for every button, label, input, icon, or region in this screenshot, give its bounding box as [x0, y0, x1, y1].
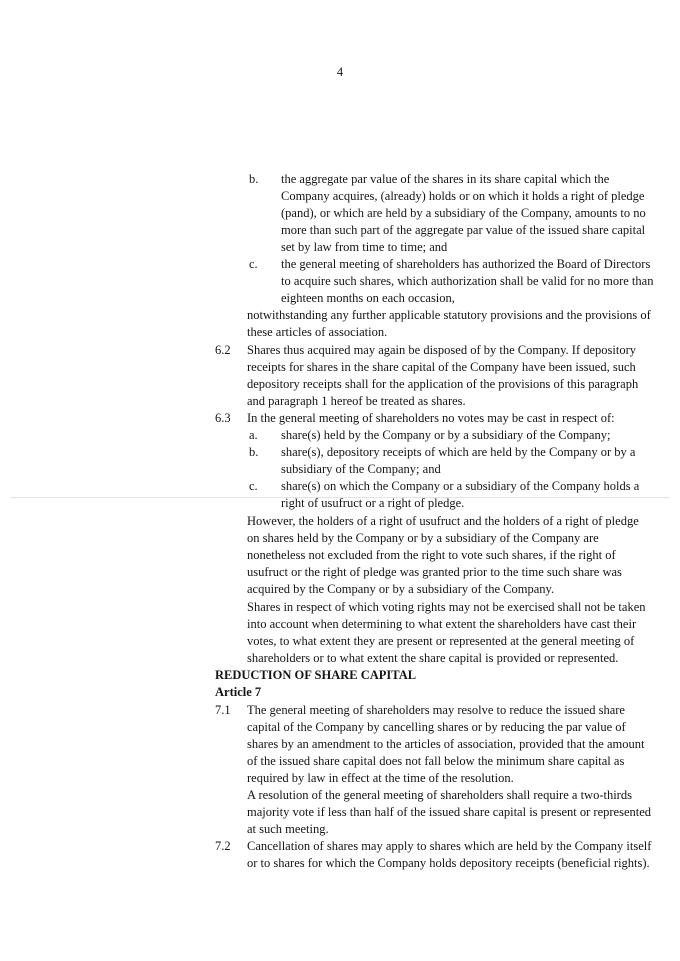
paragraph-text: However, the holders of a right of usufruct and the holders of a right of pledge — [247, 514, 639, 528]
list-item-text: share(s) on which the Company or a subsidiary of the Company holds a — [281, 479, 640, 493]
paragraph-text: receipts for shares in the share capital of the Company have been issued, such — [247, 360, 636, 374]
paragraph-text: required by law in effect at the time of the resolution. — [247, 771, 514, 785]
list-marker: c. — [249, 479, 258, 493]
paragraph-text: A resolution of the general meeting of shareholders shall require a two-thirds — [247, 788, 632, 802]
paragraph-text: votes, to what extent they are present or represented at the general meeting of — [247, 634, 635, 648]
list-item-text: the aggregate par value of the shares in its share capital which the — [281, 172, 610, 186]
list-marker: b. — [249, 445, 259, 459]
list-item-text: (pand), or which are held by a subsidiary of the Company, amounts to no — [281, 206, 646, 220]
paragraph-text: In the general meeting of shareholders no votes may be cast in respect of: — [247, 411, 615, 425]
list-marker: a. — [249, 428, 258, 442]
page-number: 4 — [336, 65, 344, 79]
list-item-text: the general meeting of shareholders has authorized the Board of Directors — [281, 257, 651, 271]
paragraph-text: on shares held by the Company or by a subsidiary of the Company are — [247, 531, 599, 545]
list-item-text: subsidiary of the Company; and — [281, 462, 441, 476]
section-number: 6.2 — [215, 343, 231, 357]
paragraph-text: these articles of association. — [247, 325, 388, 339]
list-item-text: more than such part of the aggregate par value of the issued share capital — [281, 223, 646, 237]
paragraph-text: into account when determining to what extent the shareholders have cast their — [247, 617, 637, 631]
list-item-text: share(s) held by the Company or by a subsidiary of the Company; — [281, 428, 611, 442]
paragraph-text: and paragraph 1 hereof be treated as shares. — [247, 394, 466, 408]
paragraph-text: at such meeting. — [247, 822, 329, 836]
paragraph-text: The general meeting of shareholders may resolve to reduce the issued share — [247, 703, 625, 717]
list-item-text: right of usufruct or a right of pledge. — [281, 496, 465, 510]
paragraph-text: or to shares for which the Company holds depository receipts (beneficial rights). — [247, 856, 650, 870]
list-item-text: Company acquires, (already) holds or on which it holds a right of pledge — [281, 189, 645, 203]
list-item-text: to acquire such shares, which authorization shall be valid for no more than — [281, 274, 654, 288]
list-item-text: eighteen months on each occasion, — [281, 291, 455, 305]
list-marker: b. — [249, 172, 259, 186]
article-heading: Article 7 — [215, 685, 262, 699]
paragraph-text: capital of the Company by cancelling shares or by reducing the par value of — [247, 720, 626, 734]
section-number: 7.2 — [215, 839, 231, 853]
paragraph-text: Shares thus acquired may again be disposed of by the Company. If depository — [247, 343, 637, 357]
list-item-text: set by law from time to time; and — [281, 240, 448, 254]
section-heading: REDUCTION OF SHARE CAPITAL — [215, 668, 417, 682]
paragraph-text: usufruct or the right of pledge was granted prior to the time such share was — [247, 565, 622, 579]
paragraph-text: Cancellation of shares may apply to shares which are held by the Company itself — [247, 839, 652, 853]
section-number: 6.3 — [215, 411, 231, 425]
paragraph-text: notwithstanding any further applicable statutory provisions and the provisions of — [247, 308, 651, 322]
section-number: 7.1 — [215, 703, 231, 717]
paragraph-text: shares by an amendment to the articles of association, provided that the amount — [247, 737, 645, 751]
paragraph-text: of the issued share capital does not fall below the minimum share capital as — [247, 754, 625, 768]
paragraph-text: Shares in respect of which voting rights may not be exercised shall not be taken — [247, 600, 646, 614]
paragraph-text: majority vote if less than half of the issued share capital is present or represented — [247, 805, 652, 819]
paragraph-text: shareholders or to what extent the share capital is provided or represented. — [247, 651, 619, 665]
list-item-text: share(s), depository receipts of which are held by the Company or by a — [281, 445, 636, 459]
list-marker: c. — [249, 257, 258, 271]
paragraph-text: nonetheless not excluded from the right to vote such shares, if the right of — [247, 548, 616, 562]
paragraph-text: acquired by the Company or by a subsidiary of the Company. — [247, 582, 555, 596]
paragraph-text: depository receipts shall for the application of the provisions of this paragraph — [247, 377, 639, 391]
